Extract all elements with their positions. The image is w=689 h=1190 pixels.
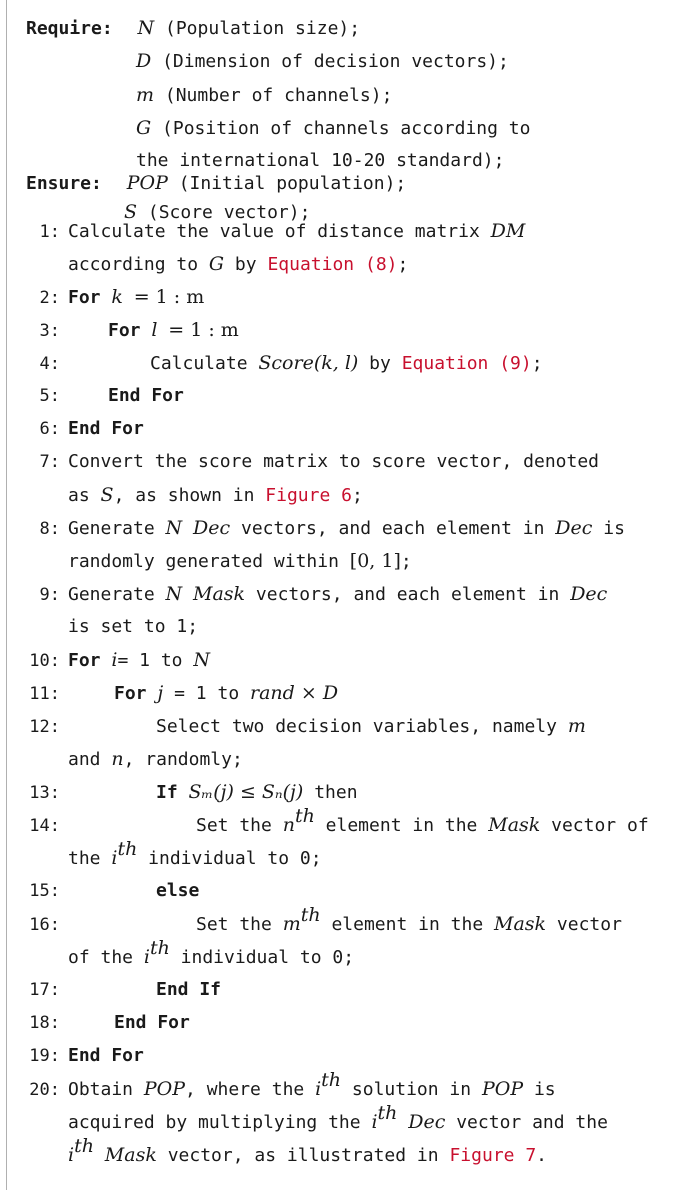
ensure-line-2: S (Score vector); <box>124 201 311 223</box>
step-17: 17: End If <box>29 979 222 1000</box>
equation-9-link[interactable]: Equation (9) <box>401 353 532 374</box>
step-20: 20: Obtain POP, where the $i^{th}$ solution in POP is <box>29 1069 556 1100</box>
require-line-2: D (Dimension of decision vectors); <box>136 50 509 72</box>
step-20-cont-1: acquired by multiplying the $i^{th}$ Dec vector and the <box>68 1102 608 1133</box>
step-9: 9: Generate N Mask vectors, and each element in Dec <box>39 583 608 605</box>
require-line-5: the international 10-20 standard); <box>136 150 505 171</box>
step-1-cont: according to G by Equation (8); <box>68 253 409 275</box>
equation-8-link[interactable]: Equation (8) <box>267 254 398 275</box>
step-14: 14: Set the $n^{th}$ element in the Mask vector of <box>29 805 649 836</box>
step-16-cont: of the $i^{th}$ individual to 0; <box>68 937 355 968</box>
require-label: Require: <box>26 18 113 39</box>
step-15: 15: else <box>29 880 200 901</box>
step-14-cont: the $i^{th}$ individual to 0; <box>68 838 322 869</box>
figure-6-link[interactable]: Figure 6 <box>265 485 352 506</box>
step-5: 5: End For <box>39 385 184 406</box>
step-10: 10: For i= 1 to N <box>29 649 210 671</box>
step-3: 3: For l = 1 : m <box>39 319 239 341</box>
step-11: 11: For j = 1 to rand × D <box>29 682 339 704</box>
step-2: 2: For k = 1 : m <box>39 286 205 308</box>
step-19: 19: End For <box>29 1045 144 1066</box>
require-line-1: Require: N (Population size); <box>26 17 361 39</box>
step-4: 4: Calculate Score(k, l) by Equation (9); <box>39 352 543 374</box>
require-line-4: G (Position of channels according to <box>136 117 531 139</box>
require-line-3: m (Number of channels); <box>136 84 393 106</box>
step-8-cont: randomly generated within [0, 1]; <box>68 550 412 572</box>
ensure-label: Ensure: <box>26 173 102 194</box>
step-12-cont: and n, randomly; <box>68 748 243 770</box>
step-9-cont: is set to 1; <box>68 616 199 637</box>
ensure-line-1: Ensure: POP (Initial population); <box>26 172 407 194</box>
step-1: 1: Calculate the value of distance matrix DM <box>0 216 525 246</box>
step-6: 6: End For <box>39 418 144 439</box>
figure-7-link[interactable]: Figure 7 <box>449 1145 537 1166</box>
step-16: 16: Set the $m^{th}$ element in the Mask vector <box>29 904 622 935</box>
step-7: 7: Convert the score matrix to score vector, denoted <box>39 451 600 472</box>
line-number: 1: <box>39 222 60 242</box>
step-20-cont-2: $i^{th}$ Mask vector, as illustrated in Figure 7. <box>68 1135 548 1166</box>
step-18: 18: End For <box>29 1012 190 1033</box>
step-13: 13: If Sₘ(j) ≤ Sₙ(j) then <box>29 781 358 803</box>
step-12: 12: Select two decision variables, namely m <box>29 715 586 737</box>
step-7-cont: as S, as shown in Figure 6; <box>68 484 363 506</box>
step-8: 8: Generate N Dec vectors, and each element in Dec is <box>39 517 625 539</box>
